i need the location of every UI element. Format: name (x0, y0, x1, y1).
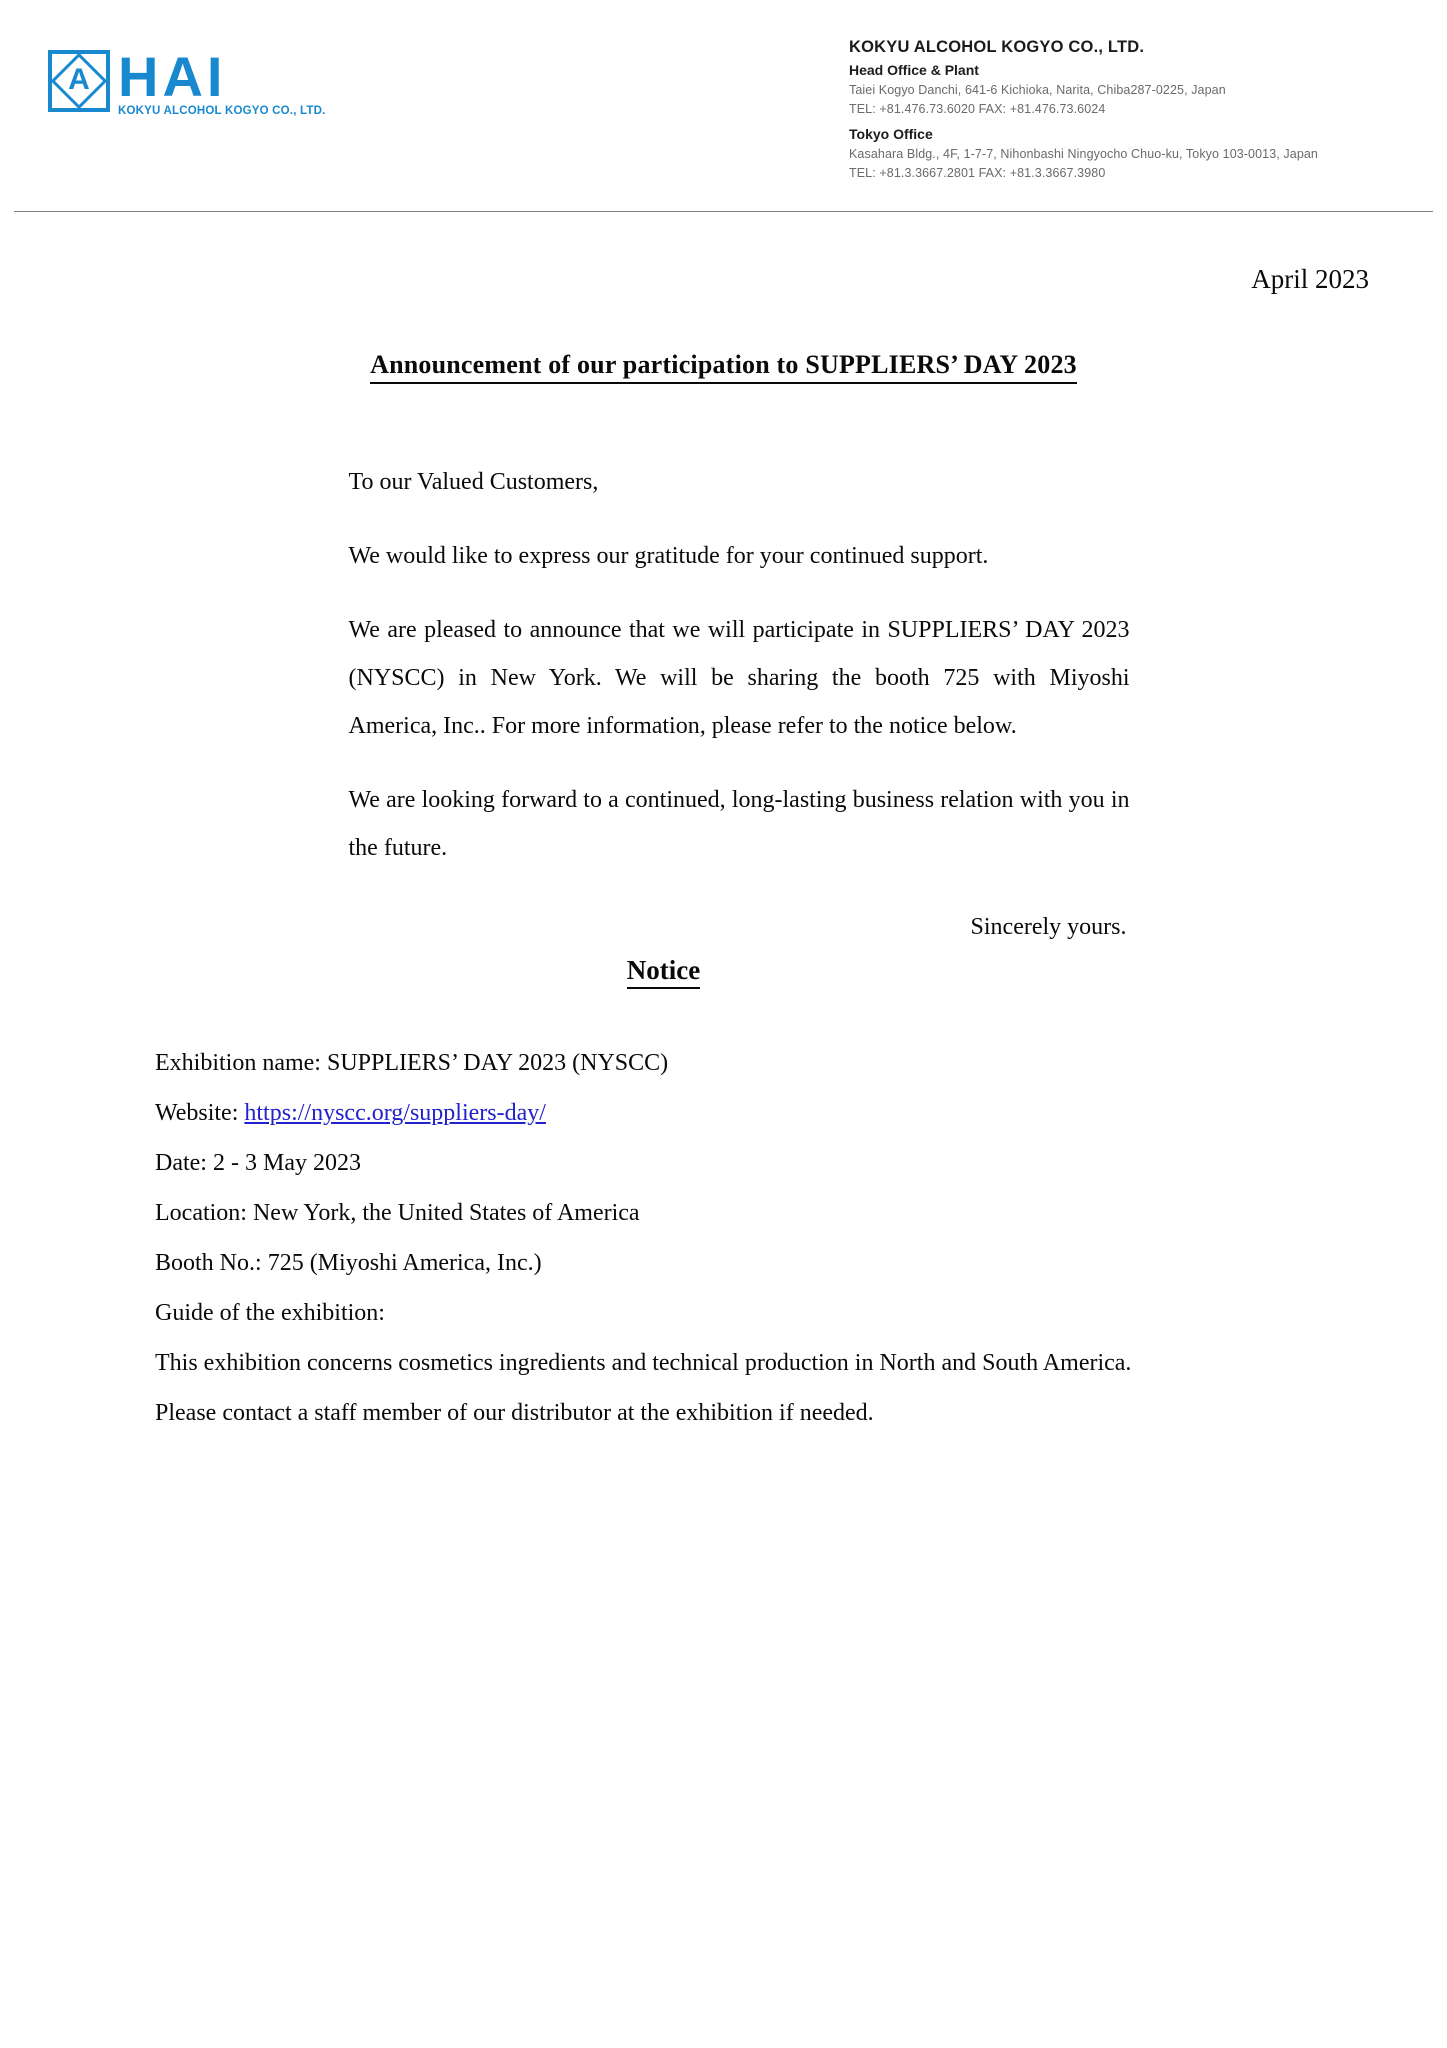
detail-exhibition-name (155, 1038, 1296, 1088)
detail-guide-label: Guide of the exhibition: (155, 1300, 385, 1326)
head-office-contact: TEL: +81.476.73.6020 FAX: +81.476.73.6024 (849, 102, 1106, 116)
location-label: Location: (155, 1200, 253, 1226)
letter-date: April 2023 (1251, 264, 1369, 294)
salutation: To our Valued Customers, (348, 469, 599, 495)
exhibition-name-value: SUPPLIERS’ DAY 2023 (NYSCC) (326, 1050, 669, 1076)
date-label: Date: (155, 1150, 213, 1176)
letterhead (0, 0, 1447, 212)
company-logo (48, 45, 326, 118)
logo-subtitle: KOKYU ALCOHOL KOGYO CO., LTD. (118, 105, 326, 117)
logo-wordmark: HAI (118, 45, 227, 108)
page-title-text: Announcement of our participation to SUPPLIERS’ DAY 2023 (370, 350, 1077, 384)
detail-guide-text: This exhibition concerns cosmetics ingredients and technical production in North and South America. (155, 1350, 1132, 1376)
booth-value: 725 (Miyoshi America, Inc.) (267, 1250, 542, 1276)
company-contact-block (849, 36, 1318, 183)
detail-date (155, 1138, 1296, 1188)
gratitude-paragraph: We would like to express our gratitude for your continued support. (348, 543, 989, 569)
detail-contact-text: Please contact a staff member of our distributor at the exhibition if needed. (155, 1400, 874, 1426)
notice-details (0, 1038, 1447, 1438)
booth-label: Booth No.: (155, 1250, 268, 1276)
company-name: KOKYU ALCOHOL KOGYO CO., LTD. (849, 38, 1145, 56)
tokyo-office-label: Tokyo Office (849, 126, 933, 142)
notice-heading (0, 954, 1327, 986)
tokyo-office-address: Kasahara Bldg., 4F, 1-7-7, Nihonbashi Ningyocho Chuo-ku, Tokyo 103-0013, Japan (849, 147, 1318, 161)
logo-letter-a: A (68, 63, 90, 96)
page-title (0, 350, 1447, 380)
detail-website (155, 1088, 1296, 1138)
detail-location (155, 1188, 1296, 1238)
tokyo-office-contact: TEL: +81.3.3667.2801 FAX: +81.3.3667.3980 (849, 166, 1106, 180)
logo-text (118, 45, 326, 118)
exhibition-name-label: Exhibition name: (155, 1050, 327, 1076)
head-office-address: Taiei Kogyo Danchi, 641-6 Kichioka, Narita, Chiba287-0225, Japan (849, 83, 1226, 97)
detail-booth (155, 1238, 1296, 1288)
letter-body (0, 212, 1447, 1438)
website-label: Website: (155, 1100, 245, 1126)
head-office-label: Head Office & Plant (849, 62, 979, 78)
logo-square-diamond-icon (48, 50, 110, 112)
announcement-paragraph: We are pleased to announce that we will participate in SUPPLIERS’ DAY 2023 (NYSCC) in New York. We will be sharing the booth 725 with Miyoshi America, Inc.. For more information, please refer to the notice below. (348, 617, 1130, 739)
location-value: New York, the United States of America (252, 1200, 640, 1226)
website-link[interactable]: https://nyscc.org/suppliers-day/ (244, 1100, 546, 1126)
date-value: 2 - 3 May 2023 (212, 1150, 361, 1176)
closing-paragraph: We are looking forward to a continued, long-lasting business relation with you in the future. (348, 787, 1130, 861)
signoff: Sincerely yours. (970, 914, 1127, 940)
notice-heading-text: Notice (627, 955, 700, 989)
letter-text-column (167, 458, 1281, 944)
